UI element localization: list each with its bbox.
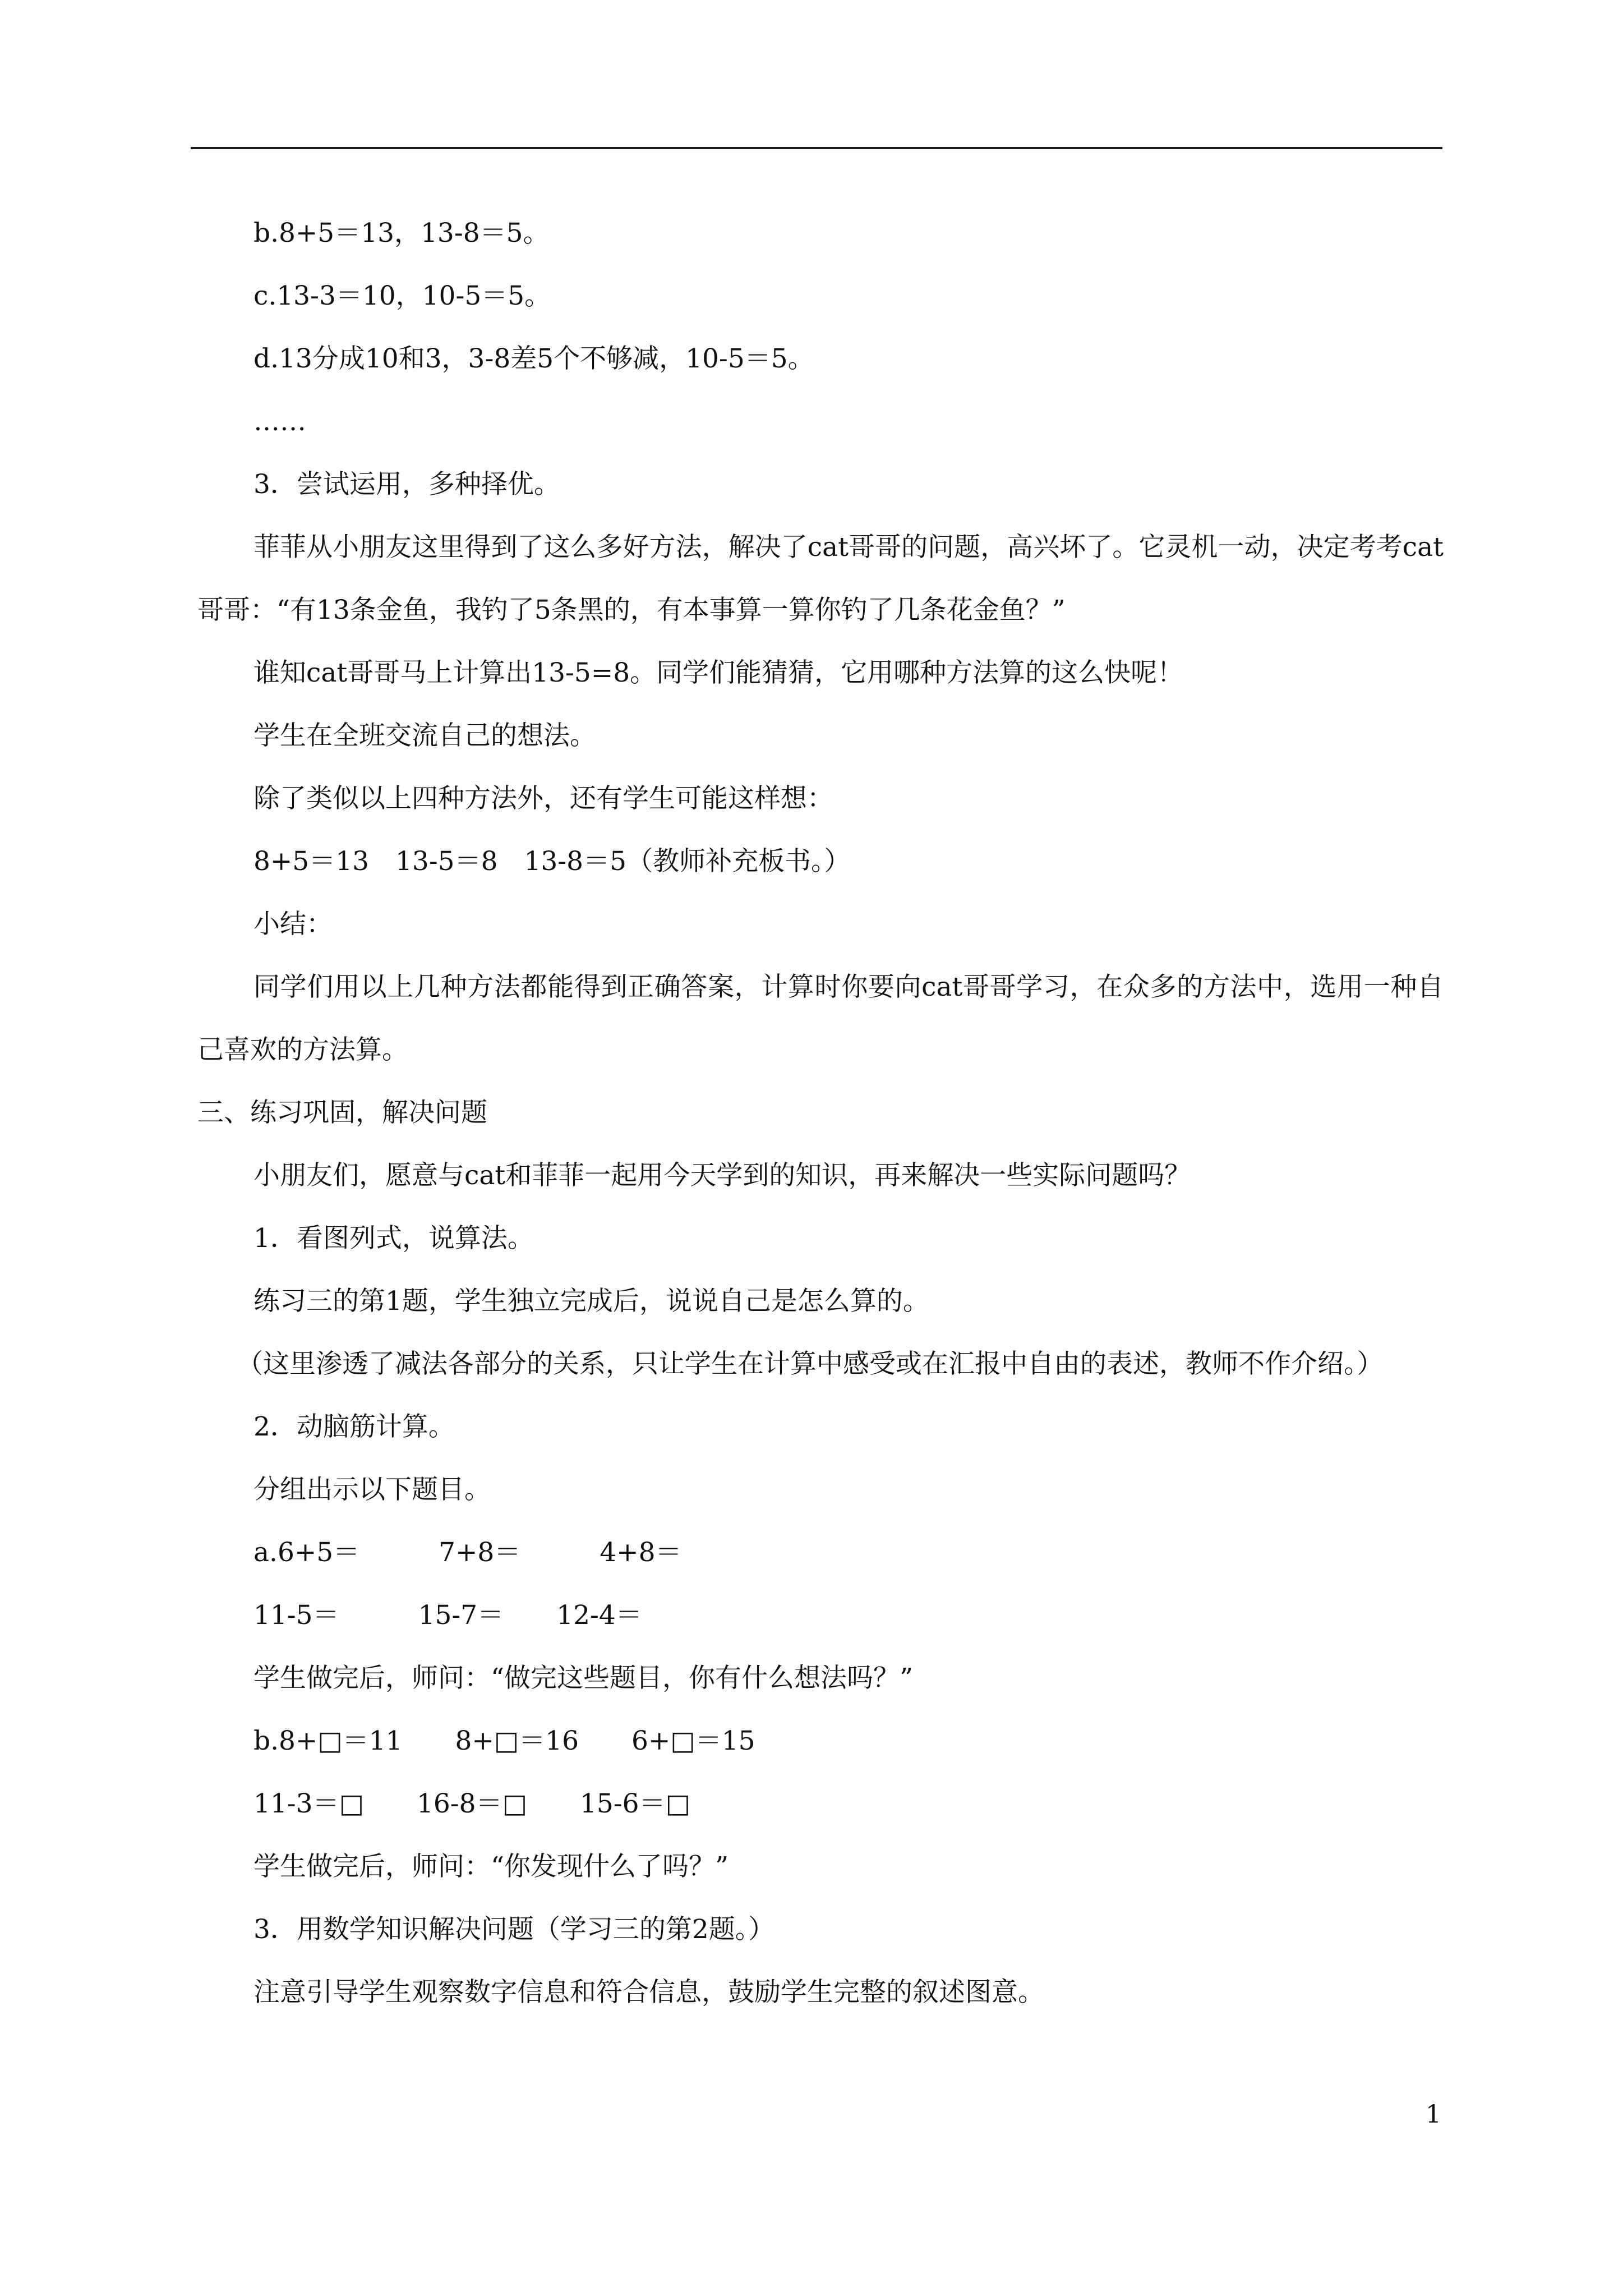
exercise-1-heading: 1．看图列式，说算法。 — [253, 1223, 534, 1254]
summary-paragraph: 同学们用以上几种方法都能得到正确答案，计算时你要向cat哥哥学习，在众多的方法中，选用一种自己喜欢的方法算。 — [197, 972, 1444, 1065]
group-a-addition-line: a.6+5＝ 7+8＝ 4+8＝ — [253, 1537, 682, 1568]
summary-label: 小结： — [253, 909, 333, 940]
step-3-heading: 3．尝试运用，多种择优。 — [253, 469, 560, 500]
class-discussion-line: 学生在全班交流自己的想法。 — [253, 720, 596, 751]
other-methods-line: 除了类似以上四种方法外，还有学生可能这样想： — [253, 783, 833, 814]
exercise-1-instruction: 练习三的第1题，学生独立完成后，说说自己是怎么算的。 — [253, 1286, 929, 1317]
group-b-addition-line: b.8+□＝11 8+□＝16 6+□＝15 — [253, 1726, 755, 1756]
ellipsis-line: …… — [253, 406, 306, 437]
exercise-2-heading: 2．动脑筋计算。 — [253, 1411, 455, 1442]
group-a-subtraction-line: 11-5＝ 15-7＝ 12-4＝ — [253, 1600, 642, 1631]
group-b-subtraction-line: 11-3＝□ 16-8＝□ 15-6＝□ — [253, 1788, 690, 1819]
document-body — [197, 202, 1444, 2024]
cat-calculation-line: 谁知cat哥哥马上计算出13-5=8。同学们能猜猜，它用哪种方法算的这么快呢！ — [253, 657, 1184, 688]
teacher-question-1: 学生做完后，师问：“做完这些题目，你有什么想法吗？” — [253, 1663, 914, 1694]
method-d-line: d.13分成10和3，3-8差5个不够减，10-5＝5。 — [253, 343, 814, 374]
exercise-3-instruction: 注意引导学生观察数字信息和符合信息，鼓励学生完整的叙述图意。 — [253, 1977, 1044, 2008]
exercise-3-heading: 3．用数学知识解决问题（学习三的第2题。） — [253, 1914, 775, 1945]
method-c-line: c.13-3＝10，10-5＝5。 — [253, 280, 551, 311]
teacher-question-2: 学生做完后，师问：“你发现什么了吗？” — [253, 1851, 729, 1882]
board-equations-line: 8+5＝13 13-5＝8 13-8＝5（教师补充板书。） — [253, 846, 851, 877]
section-3-heading: 三、练习巩固，解决问题 — [197, 1097, 487, 1128]
intro-question-line: 小朋友们，愿意与cat和菲菲一起用今天学到的知识，再来解决一些实际问题吗？ — [253, 1160, 1191, 1191]
feifei-paragraph: 菲菲从小朋友这里得到了这么多好方法，解决了cat哥哥的问题，高兴坏了。它灵机一动，决定考考cat哥哥：“有13条金鱼，我钓了5条黑的，有本事算一算你钓了几条花金鱼？” — [197, 532, 1444, 625]
header-rule — [191, 147, 1442, 149]
method-b-line: b.8+5＝13，13-8＝5。 — [253, 218, 550, 249]
exercise-1-note: （这里渗透了减法各部分的关系，只让学生在计算中感受或在汇报中自由的表述，教师不作介绍。） — [237, 1349, 1384, 1379]
page-number: 1 — [1426, 2100, 1441, 2129]
exercise-2-instruction: 分组出示以下题目。 — [253, 1474, 491, 1505]
